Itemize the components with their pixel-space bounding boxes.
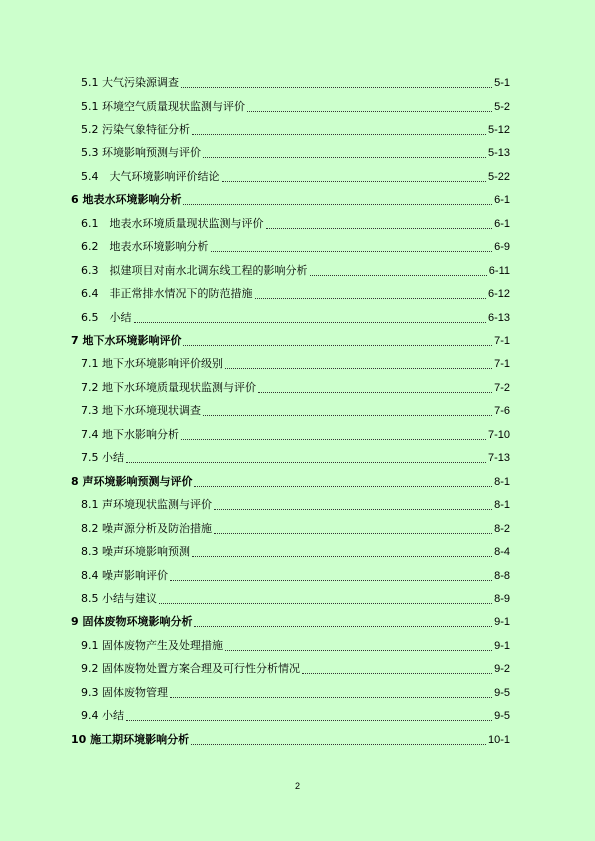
toc-dot-leader [225, 649, 492, 651]
toc-entry-title: 8.3 噪声环境影响预测 [81, 545, 190, 558]
toc-dot-leader [126, 719, 492, 721]
toc-entry-page: 5-2 [494, 100, 510, 113]
toc-entry-title: 5.3 环境影响预测与评价 [81, 146, 201, 160]
toc-entry-title: 9 固体废物环境影响分析 [71, 615, 193, 629]
toc-entry-page: 7-1 [494, 334, 510, 347]
toc-dot-leader [183, 203, 492, 205]
toc-chapter-entry[interactable] [71, 732, 510, 748]
toc-entry-page: 8-9 [494, 592, 510, 605]
toc-dot-leader [255, 297, 486, 299]
toc-dot-leader [247, 110, 492, 112]
toc-entry-page: 8-1 [494, 499, 510, 512]
toc-section-entry[interactable] [81, 661, 510, 677]
toc-entry-title: 5.4 大气环境影响评价结论 [81, 169, 220, 183]
toc-dot-leader [191, 743, 486, 745]
toc-section-entry[interactable] [81, 99, 510, 115]
toc-entry-title: 6.5 小结 [81, 310, 132, 324]
toc-entry-title: 8.1 声环境现状监测与评价 [81, 498, 212, 512]
toc-entry-title: 6 地表水环境影响分析 [71, 193, 182, 207]
toc-entry-page: 6-9 [494, 241, 510, 254]
toc-section-entry[interactable] [81, 638, 510, 654]
toc-entry-title: 7 地下水环境影响评价 [71, 333, 182, 347]
toc-section-entry[interactable] [81, 75, 510, 91]
toc-entry-title: 7.2 地下水环境质量现状监测与评价 [81, 380, 256, 394]
toc-entry-title: 10 施工期环境影响分析 [71, 732, 190, 746]
toc-dot-leader [170, 579, 492, 581]
toc-entry-page: 9-1 [494, 616, 510, 629]
toc-section-entry[interactable] [81, 263, 510, 279]
toc-entry-page: 6-1 [494, 194, 510, 207]
toc-dot-leader [302, 672, 492, 674]
toc-dot-leader [222, 180, 486, 182]
toc-section-entry[interactable] [81, 310, 510, 326]
toc-entry-page: 7-6 [494, 405, 510, 418]
toc-dot-leader [194, 485, 492, 487]
toc-entry-title: 9.3 固体废物管理 [81, 685, 168, 699]
toc-dot-leader [183, 344, 492, 346]
toc-entry-title: 8.5 小结与建议 [81, 591, 157, 605]
toc-section-entry[interactable] [81, 427, 510, 443]
toc-dot-leader [214, 532, 492, 534]
toc-entry-page: 9-1 [494, 639, 510, 652]
toc-entry-page: 9-5 [494, 710, 510, 723]
toc-dot-leader [194, 625, 492, 627]
toc-dot-leader [126, 461, 486, 463]
toc-chapter-entry[interactable] [71, 192, 510, 208]
toc-section-entry[interactable] [81, 591, 510, 607]
toc-section-entry[interactable] [81, 122, 510, 138]
toc-entry-title: 7.3 地下水环境现状调查 [81, 404, 201, 418]
toc-entry-page: 6-1 [494, 217, 510, 230]
toc-entry-title: 8.2 噪声源分析及防治措施 [81, 521, 212, 535]
toc-section-entry[interactable] [81, 497, 510, 513]
toc-entry-page: 5-13 [487, 147, 510, 160]
toc-entry-page: 6-13 [487, 311, 510, 324]
toc-section-entry[interactable] [81, 521, 510, 537]
toc-entry-title: 8 声环境影响预测与评价 [71, 474, 193, 488]
toc-section-entry[interactable] [81, 169, 510, 185]
toc-entry-page: 9-2 [494, 663, 510, 676]
toc-entry-title: 6.3 拟建项目对南水北调东线工程的影响分析 [81, 263, 308, 277]
toc-dot-leader [192, 555, 492, 557]
toc-entry-page: 5-1 [494, 77, 510, 89]
toc-dot-leader [225, 367, 492, 369]
toc-dot-leader [211, 250, 493, 252]
toc-entry-title: 6.2 地表水环境影响分析 [81, 240, 209, 254]
toc-chapter-entry[interactable] [71, 474, 510, 490]
toc-dot-leader [192, 133, 486, 135]
toc-entry-title: 7.4 地下水影响分析 [81, 427, 179, 441]
toc-entry-page: 10-1 [487, 733, 510, 746]
toc-section-entry[interactable] [81, 685, 510, 701]
toc-entry-title: 5.1 环境空气质量现状监测与评价 [81, 99, 245, 113]
toc-entry-title: 6.4 非正常排水情况下的防范措施 [81, 287, 253, 300]
toc-section-entry[interactable] [81, 708, 510, 724]
toc-dot-leader [266, 227, 493, 229]
toc-entry-page: 5-22 [487, 170, 510, 183]
toc-entry-page: 8-2 [494, 522, 510, 535]
toc-dot-leader [181, 438, 486, 440]
toc-entry-page: 9-5 [494, 686, 510, 699]
toc-dot-leader [310, 274, 487, 276]
toc-entry-title: 5.1 大气污染源调查 [81, 76, 179, 89]
toc-dot-leader [134, 321, 486, 323]
toc-dot-leader [203, 414, 492, 416]
toc-dot-leader [181, 86, 492, 88]
toc-chapter-entry[interactable] [71, 614, 510, 630]
toc-entry-title: 9.2 固体废物处置方案合理及可行性分析情况 [81, 662, 300, 676]
toc-entry-page: 5-12 [487, 123, 510, 136]
toc-entry-title: 8.4 噪声影响评价 [81, 568, 168, 582]
toc-entry-title: 7.1 地下水环境影响评价级别 [81, 357, 223, 371]
toc-entry-title: 6.1 地表水环境质量现状监测与评价 [81, 216, 264, 230]
toc-entry-title: 7.5 小结 [81, 451, 124, 465]
toc-dot-leader [258, 391, 492, 393]
toc-entry-page: 8-8 [494, 569, 510, 582]
toc-dot-leader [159, 602, 492, 604]
toc-entry-page: 8-1 [494, 475, 510, 488]
page-number: 2 [294, 781, 300, 791]
toc-section-entry[interactable] [81, 239, 510, 255]
toc-dot-leader [214, 508, 492, 510]
toc-entry-title: 9.1 固体废物产生及处理措施 [81, 638, 223, 652]
toc-section-entry[interactable] [81, 403, 510, 419]
toc-entry-page: 7-10 [487, 428, 510, 441]
toc-dot-leader [203, 156, 486, 158]
toc-section-entry[interactable] [81, 356, 510, 372]
toc-section-entry[interactable] [81, 286, 510, 302]
toc-entry-page: 7-13 [487, 452, 510, 465]
toc-entry-page: 8-4 [494, 546, 510, 558]
toc-section-entry[interactable] [81, 380, 510, 396]
toc-entry-page: 7-1 [494, 358, 510, 371]
toc-entry-page: 6-12 [487, 288, 510, 300]
toc-entry-page: 7-2 [494, 381, 510, 394]
toc-entry-title: 5.2 污染气象特征分析 [81, 122, 190, 136]
toc-section-entry[interactable] [81, 450, 510, 466]
toc-entry-title: 9.4 小结 [81, 709, 124, 723]
toc-entry-page: 6-11 [488, 264, 510, 277]
toc-section-entry[interactable] [81, 568, 510, 584]
toc-dot-leader [170, 696, 492, 698]
toc-section-entry[interactable] [81, 544, 510, 560]
toc-section-entry[interactable] [81, 216, 510, 232]
toc-chapter-entry[interactable] [71, 333, 510, 349]
toc-section-entry[interactable] [81, 145, 510, 161]
